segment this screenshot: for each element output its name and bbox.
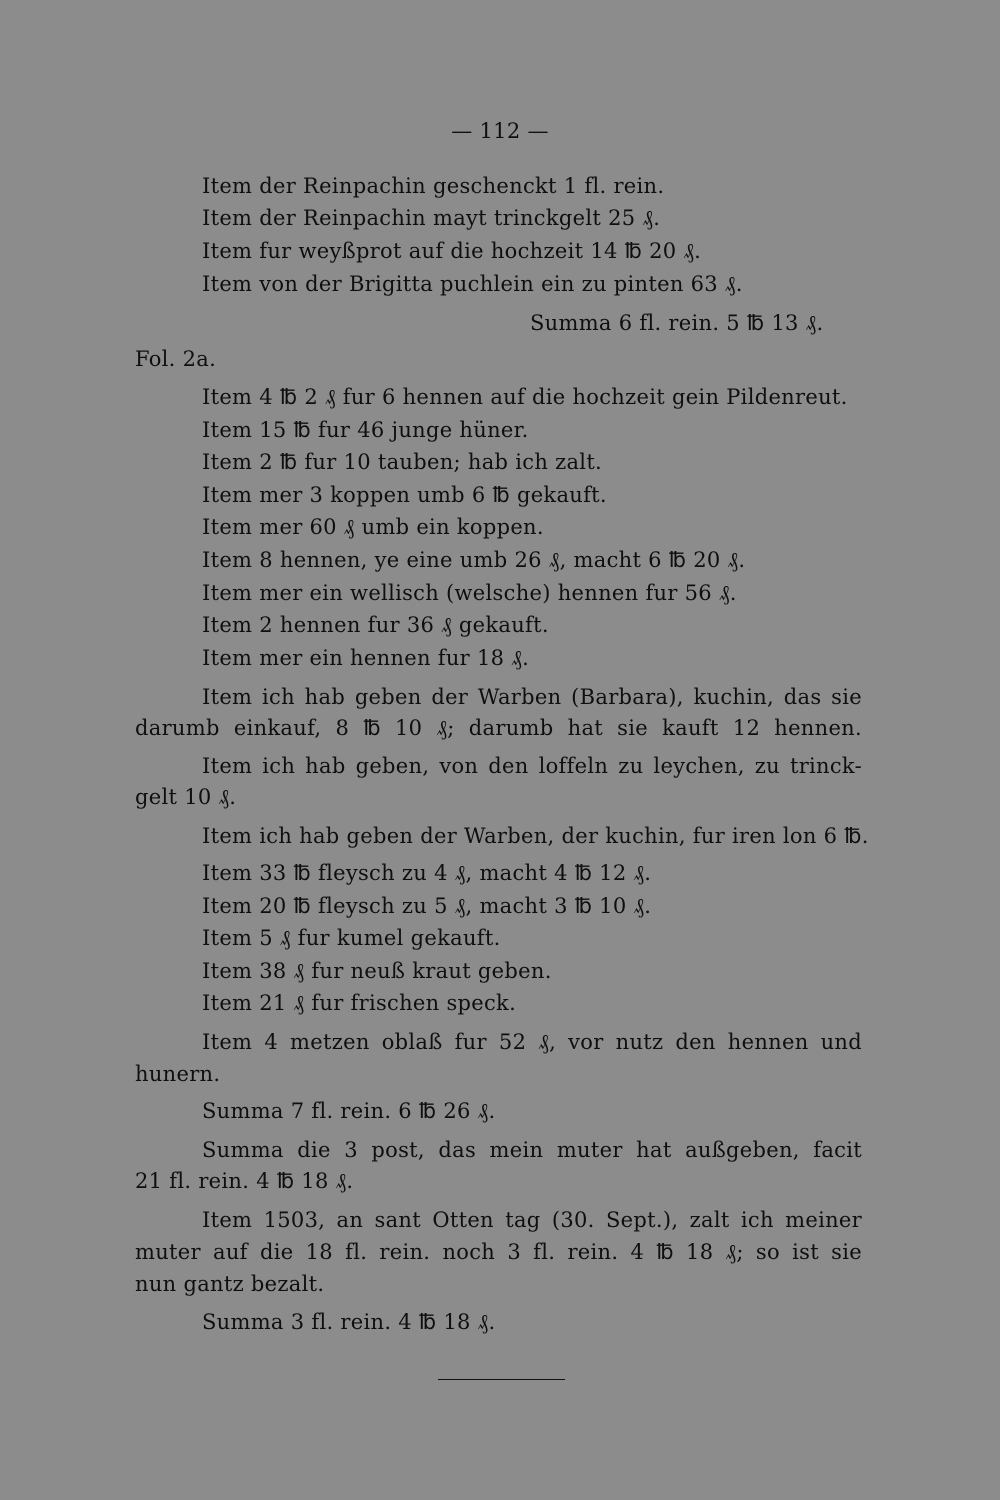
text-line: Item 8 hennen, ye eine umb 26 ₰, macht 6 ℔ 20 ₰. [202, 548, 746, 572]
summa-line: Summa 6 fl. rein. 5 ℔ 13 ₰. [530, 311, 824, 335]
text-line: Item mer 60 ₰ umb ein koppen. [202, 515, 544, 539]
text-line: Item fur weyßprot auf die hochzeit 14 ℔ 20 ₰. [202, 239, 702, 263]
text-line: Item 5 ₰ fur kumel gekauft. [202, 926, 501, 950]
text-line: Item 21 ₰ fur frischen speck. [202, 991, 517, 1015]
folio-marker: Fol. 2a. [135, 347, 217, 371]
text-line: Item ich hab geben der Warben (Barbara), kuchin, das sie [202, 685, 862, 709]
text-line: Summa die 3 post, das mein muter hat außgeben, facit [202, 1138, 862, 1162]
text-line: Item der Reinpachin geschenckt 1 fl. rein. [202, 174, 665, 198]
text-line: Item ich hab geben, von den loffeln zu leychen, zu trinck- [202, 754, 862, 778]
text-line: 21 fl. rein. 4 ℔ 18 ₰. [135, 1169, 354, 1193]
text-line: Item 33 ℔ fleysch zu 4 ₰, macht 4 ℔ 12 ₰. [202, 861, 652, 885]
closing-rule [438, 1379, 565, 1380]
text-line: Item mer ein wellisch (welsche) hennen fur 56 ₰. [202, 581, 737, 605]
text-line: muter auf die 18 fl. rein. noch 3 fl. rein. 4 ℔ 18 ₰; so ist sie [135, 1240, 862, 1264]
text-line: darumb einkauf, 8 ℔ 10 ₰; darumb hat sie kauft 12 hennen. [135, 716, 862, 740]
text-line: Item 1503, an sant Otten tag (30. Sept.), zalt ich meiner [202, 1208, 862, 1232]
text-line: Item von der Brigitta puchlein ein zu pinten 63 ₰. [202, 272, 743, 296]
summa-line: Summa 7 fl. rein. 6 ℔ 26 ₰. [202, 1099, 496, 1123]
text-line: Item 4 ℔ 2 ₰ fur 6 hennen auf die hochzeit gein Pildenreut. [202, 385, 848, 409]
text-line: Item ich hab geben der Warben, der kuchin, fur iren lon 6 ℔. [202, 824, 869, 848]
summa-line: Summa 3 fl. rein. 4 ℔ 18 ₰. [202, 1310, 496, 1334]
text-line: Item mer 3 koppen umb 6 ℔ gekauft. [202, 483, 607, 507]
text-line: Item der Reinpachin mayt trinckgelt 25 ₰. [202, 206, 661, 230]
text-line: nun gantz bezalt. [135, 1272, 325, 1296]
text-line: Item 38 ₰ fur neuß kraut geben. [202, 959, 552, 983]
text-line: Item 2 hennen fur 36 ₰ gekauft. [202, 613, 549, 637]
text-line: Item 4 metzen oblaß fur 52 ₰, vor nutz den hennen und [202, 1030, 862, 1054]
text-line: Item 15 ℔ fur 46 junge hüner. [202, 418, 529, 442]
text-line: hunern. [135, 1062, 221, 1086]
text-line: gelt 10 ₰. [135, 785, 237, 809]
text-line: Item 2 ℔ fur 10 tauben; hab ich zalt. [202, 450, 603, 474]
page-number: — 112 — [451, 119, 549, 143]
text-line: Item 20 ℔ fleysch zu 5 ₰, macht 3 ℔ 10 ₰. [202, 894, 652, 918]
text-line: Item mer ein hennen fur 18 ₰. [202, 646, 530, 670]
